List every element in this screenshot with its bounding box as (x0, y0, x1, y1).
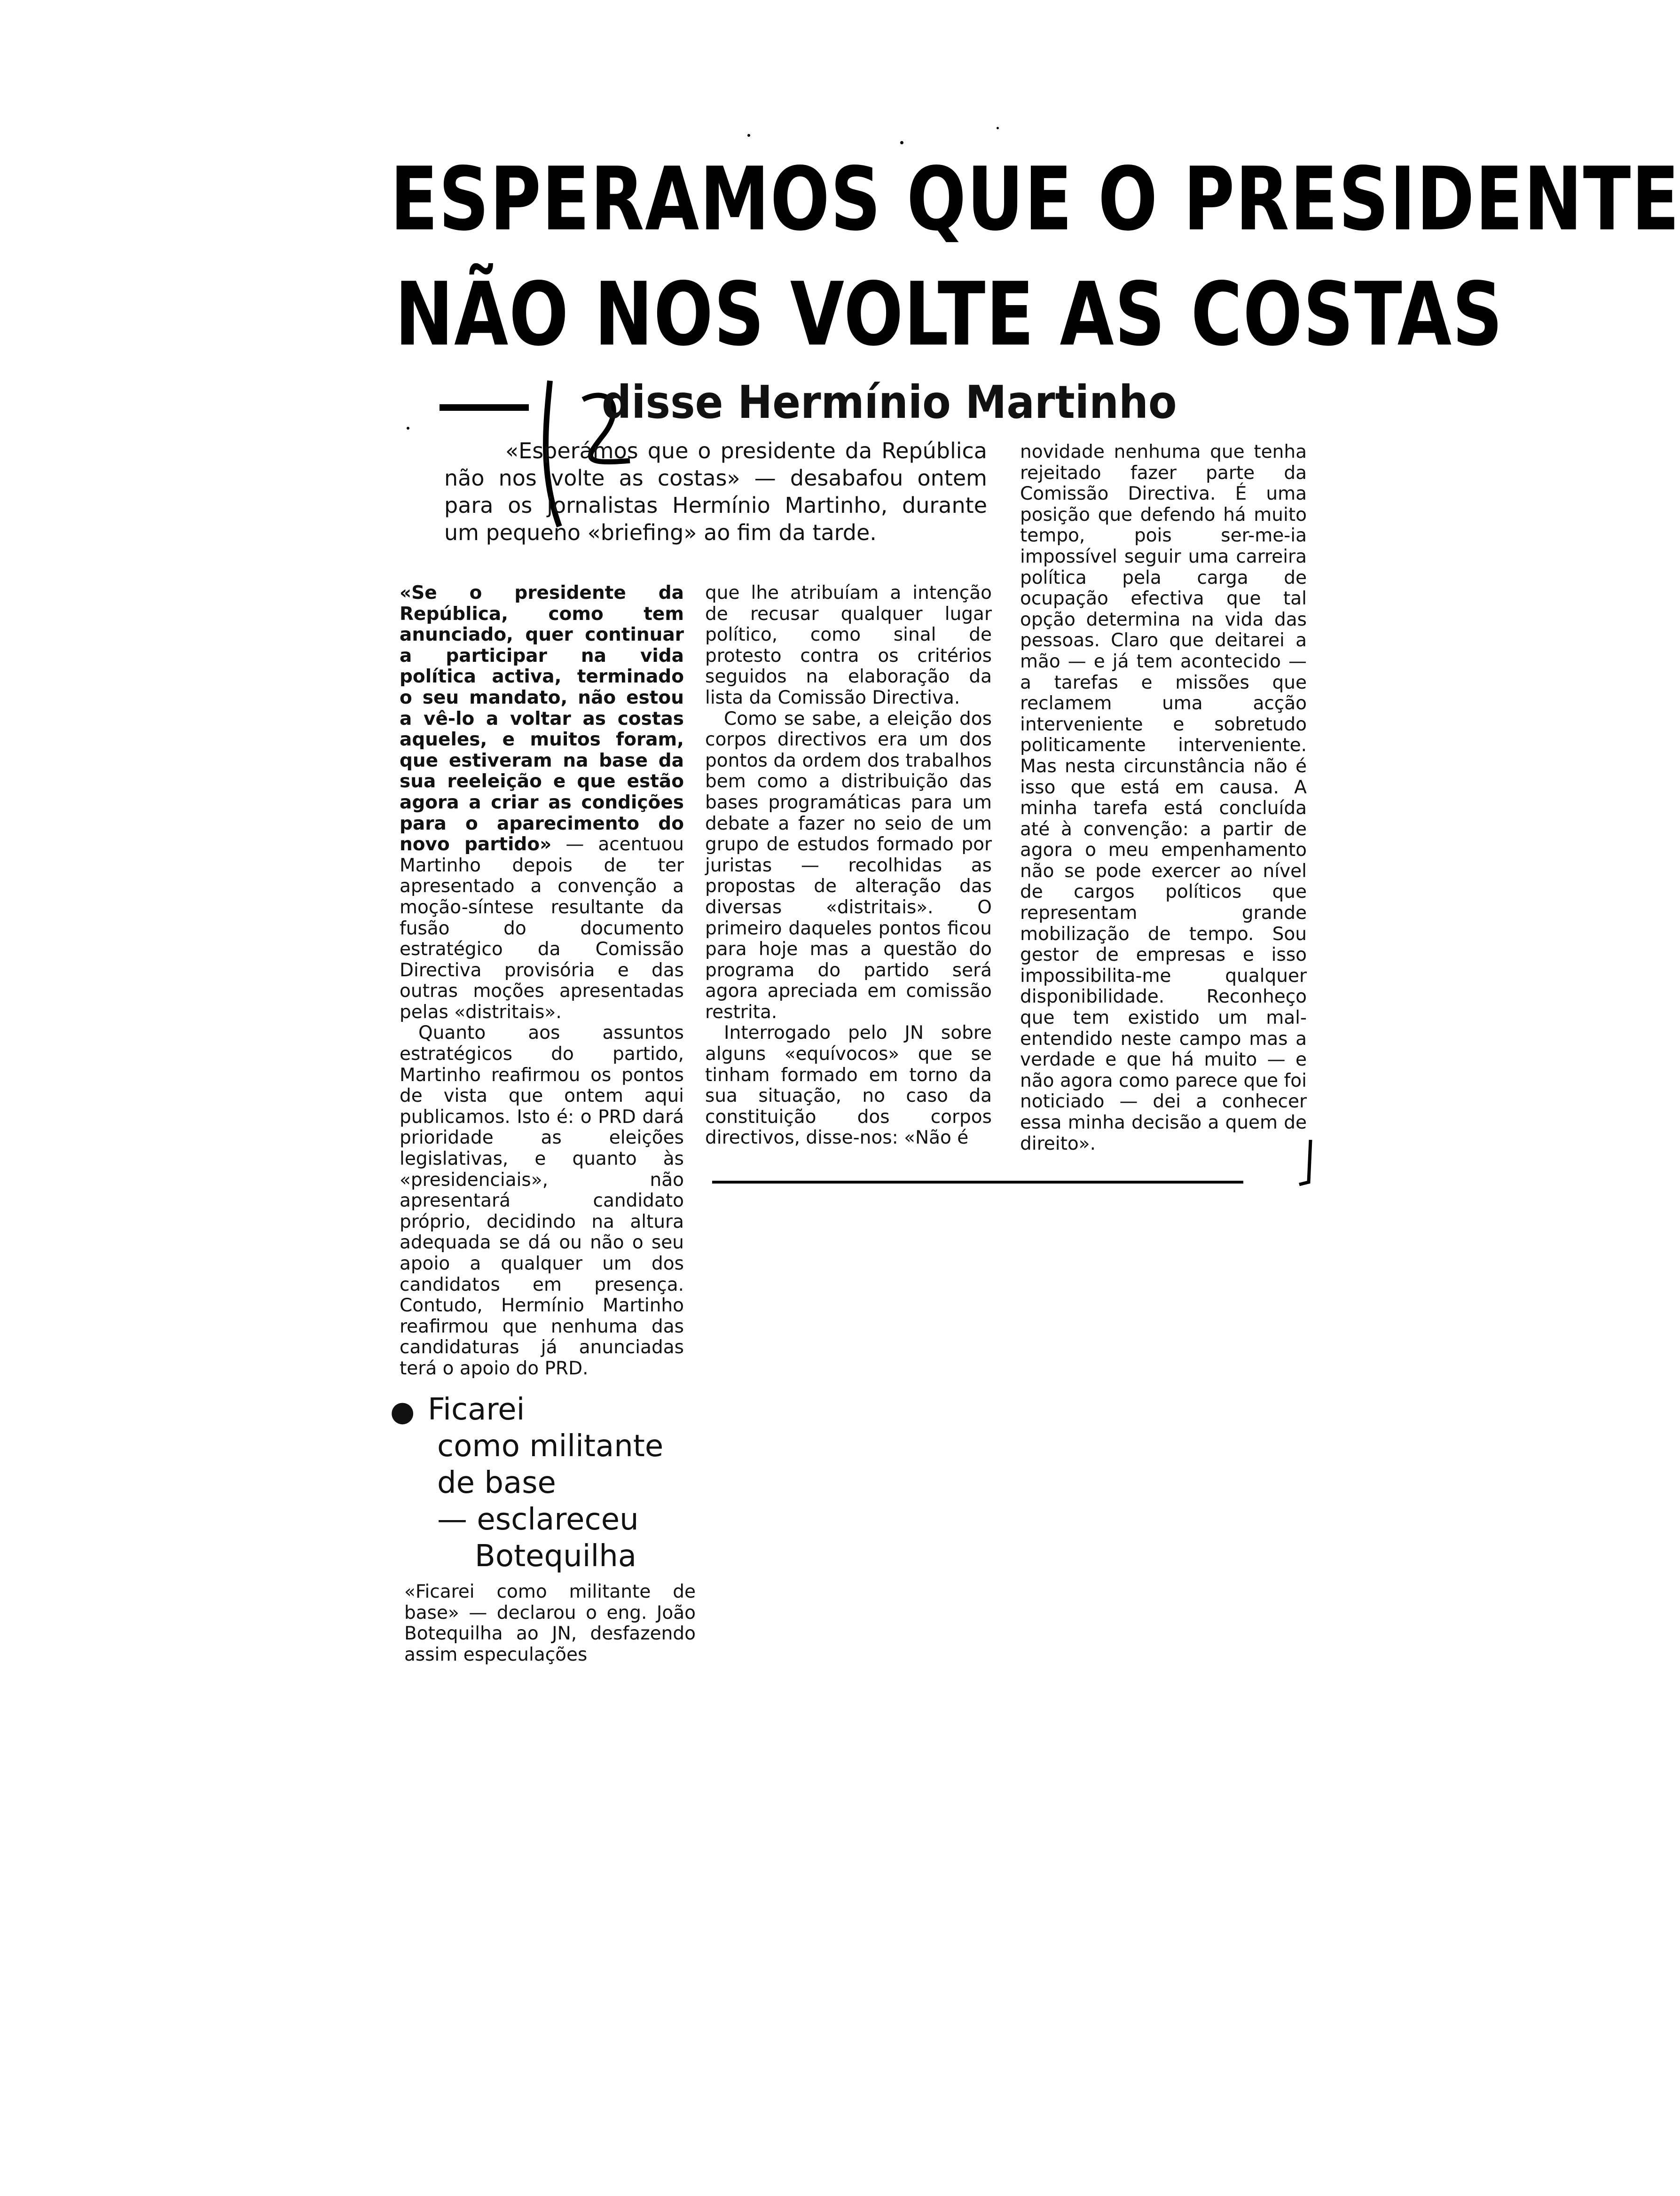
column-end-rule (712, 1181, 1243, 1184)
bullet-icon: ● (390, 1395, 415, 1428)
sidebar-headline (390, 1391, 700, 1575)
lead-paragraph: «Esperámos que o presidente da República não nos volte as costas» — desabafou ontem para os jornalistas Hermínio Martinho, durante um pequeno «briefing» ao fim da tarde. (444, 438, 987, 545)
sidebar-headline-line-4: — esclareceu (437, 1502, 639, 1537)
column1-quote-attribution: — acentuou Martinho depois de ter apresentado a convenção a moção-síntese resultante da fusão do documento estratégico da Comissão Directiva provisória e das outras moções apresentadas pelas «distritais». (400, 834, 684, 1023)
print-speck (900, 141, 903, 144)
article-column-3 (1020, 442, 1307, 1154)
sidebar-text (404, 1582, 696, 1665)
headline-subline: disse Hermínio Martinho (602, 376, 1177, 429)
article-column-2 (705, 583, 992, 1149)
sidebar-paragraph: «Ficarei como militante de base» — declarou o eng. João Botequilha ao JN, desfazendo assim especulações (404, 1581, 696, 1665)
column2-paragraph-2: Como se sabe, a eleição dos corpos directivos era um dos pontos da ordem dos trabalhos bem como a distribuição das bases programáticas para um debate a fazer no seio de um grupo de estudos formado por juristas — recolhidas as propostas de alteração das diversas «distritais». O primeiro daqueles pontos ficou para hoje mas a questão do programa do partido será agora apreciada em comissão restrita. (705, 708, 992, 1023)
sidebar-headline-line-1: Ficarei (428, 1392, 525, 1427)
column2-paragraph-3: Interrogado pelo JN sobre alguns «equívocos» que se tinham formado em torno da sua situação, no caso da constituição dos corpos directivos, disse-nos: «Não é (705, 1022, 992, 1149)
column1-paragraph-2: Quanto aos assuntos estratégicos do partido, Martinho reafirmou os pontos de vista que ontem aqui publicamos. Isto é: o PRD dará prioridade as eleições legislativas, e quanto às «presidenciais», não apresentará candidato próprio, decidindo na altura adequada se dá ou não o seu apoio a qualquer um dos candidatos em presença. Contudo, Hermínio Martinho reafirmou que nenhuma das candidaturas já anunciadas terá o apoio do PRD. (400, 1022, 684, 1379)
print-speck (747, 134, 750, 137)
subline-dash (440, 404, 529, 411)
sidebar-headline-line-2: como militante (437, 1429, 664, 1464)
sidebar-headline-line-5: Botequilha (475, 1539, 637, 1574)
column1-paragraph-1 (400, 583, 684, 1023)
headline-line-1: ESPERAMOS QUE O PRESIDENTE (390, 148, 1680, 250)
print-speck (997, 127, 999, 129)
column1-bold-quote: «Se o presidente da República, como tem anunciado, quer continuar a participar na vida política activa, terminado o seu mandato, não estou a vê-lo a voltar as costas aqueles, e muitos foram, que estiveram na base da sua reeleição e que estão agora a criar as condições para o aparecimento do novo partido» (400, 582, 684, 855)
sidebar-headline-line-3: de base (437, 1466, 556, 1500)
headline-line-2: NÃO NOS VOLTE AS COSTAS (395, 263, 1504, 365)
article-column-1 (400, 583, 684, 1380)
column2-paragraph-1: que lhe atribuíam a intenção de recusar qualquer lugar político, como sinal de protesto contra os critérios seguidos na elaboração da lista da Comissão Directiva. (705, 582, 992, 708)
print-speck (407, 427, 409, 430)
clipping-cut-mark-icon (1297, 1137, 1316, 1189)
column3-paragraph-1: novidade nenhuma que tenha rejeitado fazer parte da Comissão Directiva. É uma posição que defendo há muito tempo, pois ser-me-ia impossível seguir uma carreira política pela carga de ocupação efectiva que tal opção determina na vida das pessoas. Claro que deitarei a mão — e já tem acontecido — a tarefas e missões que reclamem uma acção interveniente e sobretudo politicamente interveniente. Mas nesta circunstância não é isso que está em causa. A minha tarefa está concluída até à convenção: a partir de agora o meu empenhamento não se pode exercer ao nível de cargos políticos que representam grande mobilização de tempo. Sou gestor de empresas e isso impossibilita-me qualquer disponibilidade. Reconheço que tem existido um mal-entendido neste campo mas a verdade e que há muito — e não agora como parece que foi noticiado — dei a conhecer essa minha decisão a quem de direito». (1020, 441, 1307, 1154)
